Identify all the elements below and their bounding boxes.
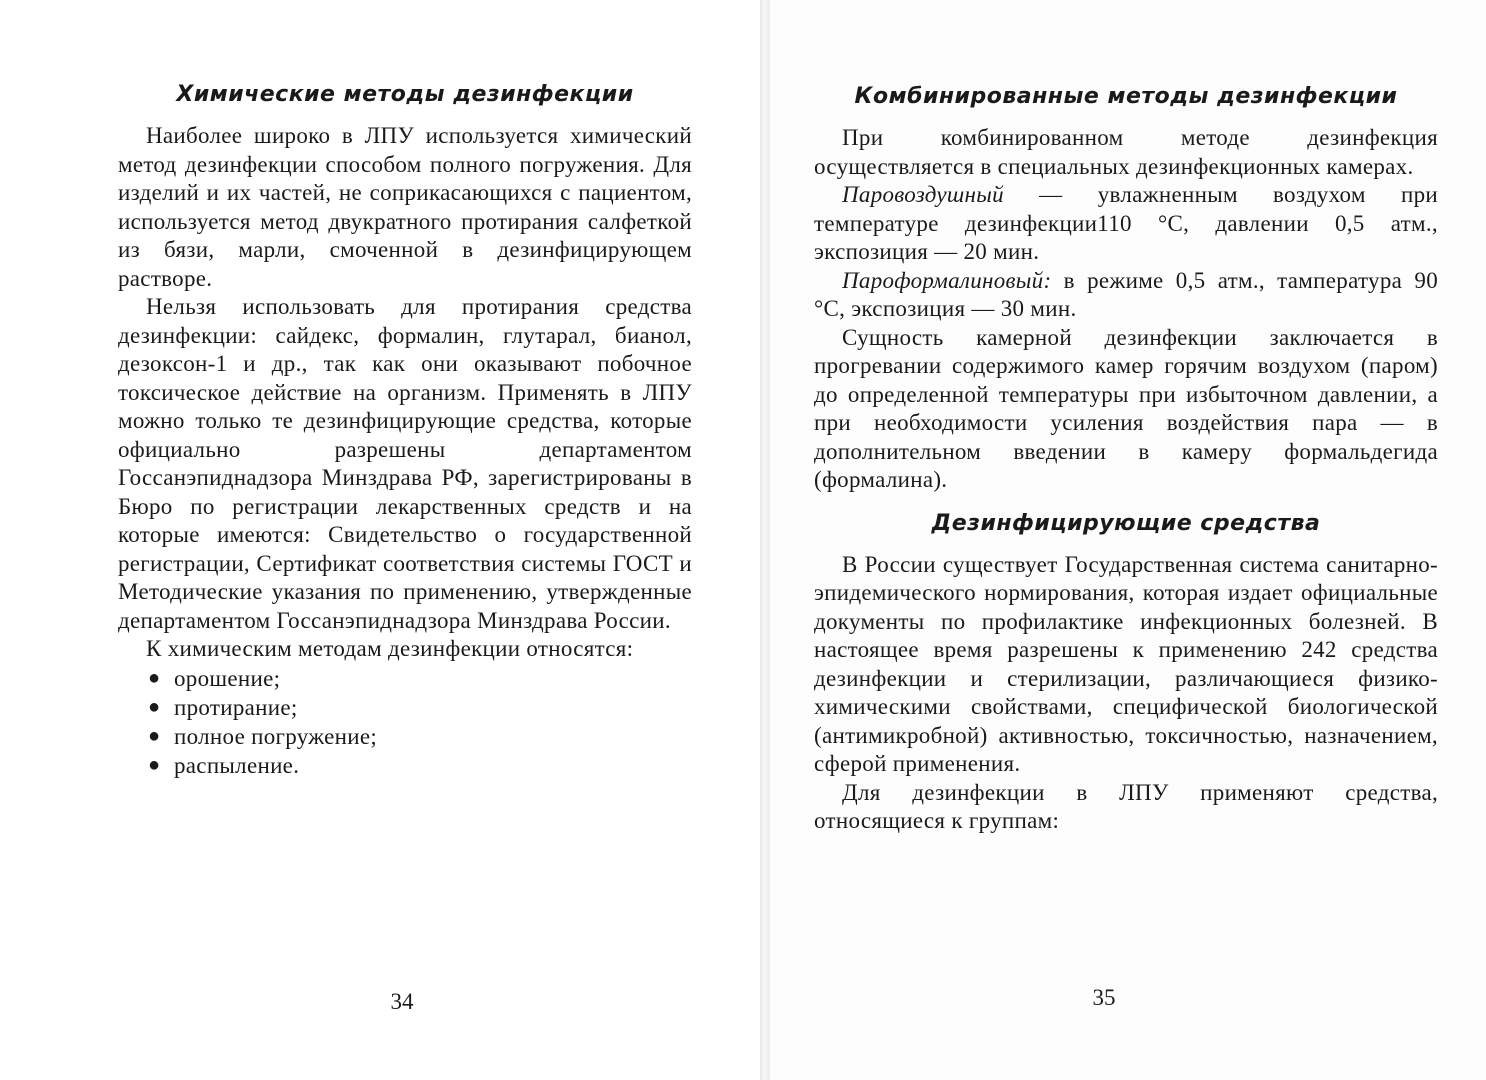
bullet-icon: ● [148,695,161,718]
list-item [148,722,692,751]
section-heading-combined-methods: Комбинированные методы дезинфекции [854,84,1398,109]
list-item-text: протирание; [174,694,298,720]
list-item [148,664,692,693]
book-gutter [760,0,770,1080]
paragraph-1: Наиболее широко в ЛПУ используется химический метод дезинфекции способом полного погружения. Для изделий и их частей, не соприкасающихся с пациентом, используется метод двукратного протирания салфеткой из бязи, марли, смоченной в дезинфицирующем растворе. [118,123,692,291]
right-text-column [814,82,1438,836]
paragraph-steam-air [814,181,1438,267]
bullet-icon: ● [148,666,161,689]
paragraph-combined-intro: При комбинированном методе дезинфекция осуществляется в специальных дезинфекционных камерах. [814,125,1438,179]
right-page [770,0,1486,1080]
paragraph-groups: Для дезинфекции в ЛПУ применяют средства, относящиеся к группам: [814,779,1438,833]
methods-list [118,664,692,780]
left-text-column [118,80,692,780]
list-item-text: распыление. [174,752,300,778]
paragraph-3: К химическим методам дезинфекции относятся: [146,636,634,661]
bullet-icon: ● [148,753,161,776]
steam-formalin-description: в режиме 0,5 атм., тампература 90 °С, экспозиция — 30 мин. [814,267,1438,321]
steam-air-description: — увлажненным воздухом при температуре дезинфекции110 °С, давлении 0,5 атм., экспозиция — 20 мин. [814,182,1438,264]
paragraph-russia-system: В России существует Государственная система санитарно-эпидемического нормирования, которая издает официальные документы по профилактике инфекционных болезней. В настоящее время разрешены к применению 242 средства дезинфекции и стерилизации, различающиеся физико-химическими свойствами, специфической биологической (антимикробной) активностью, токсичностью, назначением, сферой применения. [814,551,1438,776]
section-heading-disinfectants: Дезинфицирующие средства [931,510,1321,536]
term-steam-formalin: Пароформалиновый: [842,267,1052,293]
paragraph-steam-formalin [814,267,1438,324]
term-steam-air: Паровоздушный [842,182,1004,207]
page-number: 34 [390,989,414,1014]
list-item [148,751,692,780]
paragraph-chamber-essence: Сущность камерной дезинфекции заключается в прогревании содержимого камер горячим воздухом (паром) до определенной температуры при избыточном давлении, а при необходимости усиления воздействия пара — в дополнительном введении в камеру формальдегида (формалина). [814,324,1438,492]
list-item-text: полное погружение; [174,723,378,749]
list-item-text: орошение; [174,665,281,691]
list-item [148,693,692,722]
section-heading-chemical-methods: Химические методы дезинфекции [176,82,634,107]
paragraph-2: Нельзя использовать для протирания средства дезинфекции: сайдекс, формалин, глутарал, бианол, дезоксон-1 и др., так как они оказывают побочное токсическое действие на организм. Применять в ЛПУ можно только те дезинфицирующие средства, которые официально разрешены департаментом Госсанэпиднадзора Минздрава РФ, зарегистрированы в Бюро по регистрации лекарственных средств и на которые имеются: Свидетельство о государственной регистрации, Сертификат соответствия системы ГОСТ и Методические указания по применению, утвержденные департаментом Госсанэпиднадзора Минздрава России. [118,294,692,633]
page-number: 35 [1092,985,1116,1010]
bullet-icon: ● [148,724,161,747]
